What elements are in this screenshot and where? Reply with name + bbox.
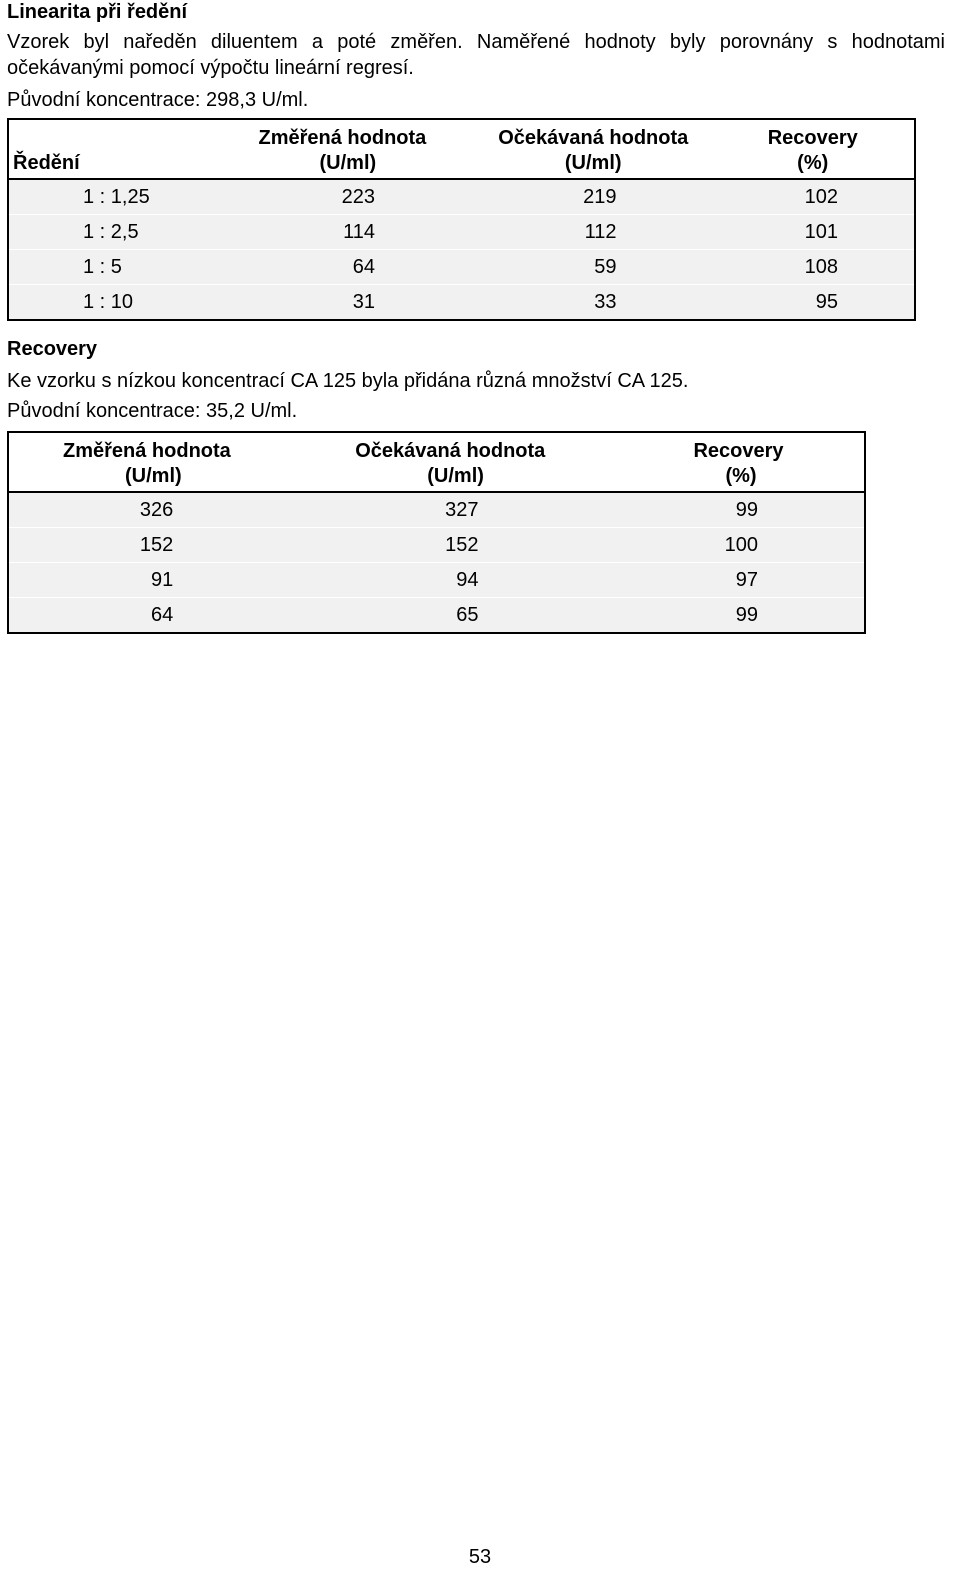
table-row [8,250,915,285]
cell-dilution: 1 : 5 [8,250,218,285]
cell-recovery: 95 [711,285,915,321]
page-number: 53 [468,1546,492,1568]
cell-recovery: 100 [616,528,865,563]
cell-measured: 152 [8,528,305,563]
cell-measured: 114 [218,215,476,250]
cell-recovery: 102 [711,179,915,215]
section-heading-linearity: Linearita při ředění [7,1,188,23]
table-header-row [8,432,865,492]
cell-expected: 219 [475,179,711,215]
table-row [8,598,865,634]
cell-expected: 112 [475,215,711,250]
table-row [8,528,865,563]
recovery-table [7,431,866,634]
cell-dilution: 1 : 2,5 [8,215,218,250]
cell-recovery: 108 [711,250,915,285]
column-header-measured: Změřená hodnota (U/ml) [63,440,231,487]
cell-dilution: 1 : 1,25 [8,179,218,215]
cell-recovery: 99 [616,492,865,528]
cell-recovery: 101 [711,215,915,250]
column-header-dilution: Ředění [13,152,80,174]
table-row [8,285,915,321]
cell-measured: 31 [218,285,476,321]
cell-measured: 91 [8,563,305,598]
table-row [8,492,865,528]
linearity-description: Vzorek byl naředěn diluentem a poté změřen. Naměřené hodnoty byly porovnány s hodnotami očekávanými pomocí výpočtu lineární regresí. [7,31,945,79]
table-row [8,215,915,250]
linearity-table [7,118,916,321]
table-row [8,179,915,215]
recovery-description: Ke vzorku s nízkou koncentrací CA 125 byla přidána různá množství CA 125. [7,370,689,392]
cell-measured: 64 [218,250,476,285]
column-header-expected: Očekávaná hodnota (U/ml) [498,127,689,174]
cell-recovery: 99 [616,598,865,634]
column-header-expected: Očekávaná hodnota (U/ml) [355,440,546,487]
cell-measured: 326 [8,492,305,528]
cell-recovery: 97 [616,563,865,598]
cell-measured: 64 [8,598,305,634]
cell-expected: 65 [305,598,616,634]
cell-expected: 59 [475,250,711,285]
column-header-recovery: Recovery (%) [693,440,784,487]
column-header-recovery: Recovery (%) [767,127,858,174]
cell-expected: 94 [305,563,616,598]
cell-expected: 327 [305,492,616,528]
linearity-original-concentration: Původní koncentrace: 298,3 U/ml. [7,89,309,111]
cell-dilution: 1 : 10 [8,285,218,321]
document-page [7,0,952,634]
recovery-original-concentration: Původní koncentrace: 35,2 U/ml. [7,400,298,422]
cell-measured: 223 [218,179,476,215]
cell-expected: 33 [475,285,711,321]
table-row [8,563,865,598]
section-heading-recovery: Recovery [7,338,98,360]
table-header-row [8,119,915,179]
column-header-measured: Změřená hodnota (U/ml) [258,127,427,174]
cell-expected: 152 [305,528,616,563]
